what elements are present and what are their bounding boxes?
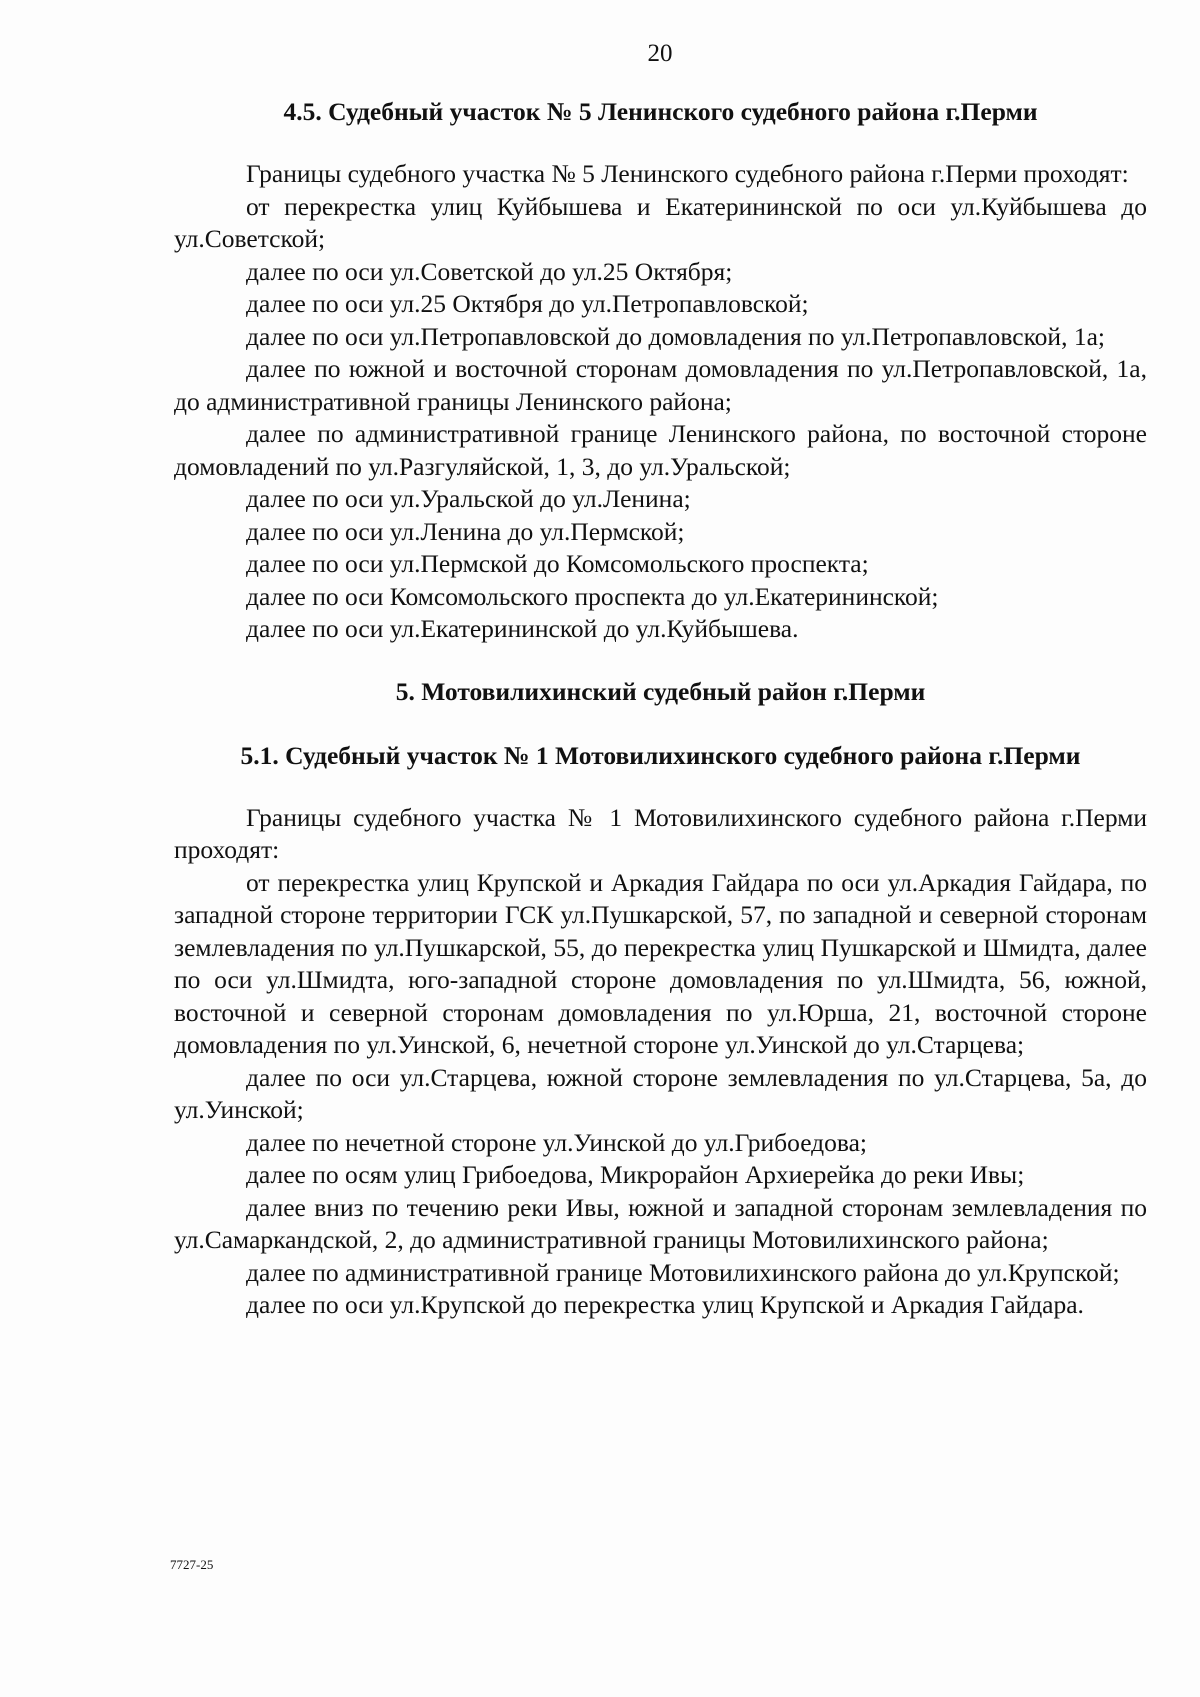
paragraph: Границы судебного участка № 1 Мотовилихинского судебного района г.Перми проходят: <box>174 802 1147 864</box>
paragraph: от перекрестка улиц Крупской и Аркадия Гайдара по оси ул.Аркадия Гайдара, по западной стороне территории ГСК ул.Пушкарской, 57, по западной и северной сторонам землевладения по ул.Пушкарской, 55, до перекрестка улиц Пушкарской и Шмидта, далее по оси ул.Шмидта, юго-западной стороне домовладения по ул.Шмидта, 56, южной, восточной и северной сторонам домовладения по ул.Юрша, 21, восточной стороне домовладения по ул.Уинской, 6, нечетной стороне ул.Уинской до ул.Старцева; <box>174 867 1147 1059</box>
paragraph: далее по оси ул.25 Октября до ул.Петропавловской; <box>246 289 809 318</box>
paragraph: далее по оси ул.Советской до ул.25 Октября; <box>246 256 733 286</box>
page-number: 20 <box>647 40 673 67</box>
paragraph: далее по оси ул.Ленина до ул.Пермской; <box>246 516 685 546</box>
paragraph: далее по нечетной стороне ул.Уинской до ул.Грибоедова; <box>246 1127 868 1157</box>
paragraph: далее по южной и восточной сторонам домовладения по ул.Петропавловской, 1а, до административной границы Ленинского района; <box>174 354 1147 416</box>
paragraph: далее по оси ул.Уральской до ул.Ленина; <box>246 484 691 513</box>
paragraph: Границы судебного участка № 5 Ленинского судебного района г.Перми проходят: <box>246 159 1129 188</box>
paragraph: далее по осям улиц Грибоедова, Микрорайон Архиерейка до реки Ивы; <box>246 1160 1025 1189</box>
section-5-1-title: 5.1. Судебный участок № 1 Мотовилихинского судебного района г.Перми <box>240 740 1081 770</box>
paragraph: далее по оси Комсомольского проспекта до ул.Екатерининской; <box>246 581 939 611</box>
paragraph: далее вниз по течению реки Ивы, южной и западной сторонам землевладения по ул.Самаркандской, 2, до административной границы Мотовилихинского района; <box>174 1192 1147 1254</box>
paragraph: далее по административной границе Ленинского района, по восточной стороне домовладений по ул.Разгуляйской, 1, 3, до ул.Уральской; <box>174 419 1147 481</box>
paragraph: далее по административной границе Мотовилихинского района до ул.Крупской; <box>246 1257 1120 1287</box>
paragraph: далее по оси ул.Петропавловской до домовладения по ул.Петропавловской, 1а; <box>246 321 1105 351</box>
paragraph: далее по оси ул.Пермской до Комсомольского проспекта; <box>246 549 869 578</box>
section-5-title: 5. Мотовилихинский судебный район г.Перми <box>395 676 926 706</box>
paragraph: далее по оси ул.Крупской до перекрестка улиц Крупской и Аркадия Гайдара. <box>246 1290 1084 1319</box>
document-body <box>174 96 1147 1322</box>
paragraph: от перекрестка улиц Куйбышева и Екатерининской по оси ул.Куйбышева до ул.Советской; <box>174 191 1147 253</box>
document-code: 7727-25 <box>170 1557 214 1572</box>
paragraph: далее по оси ул.Старцева, южной стороне землевладения по ул.Старцева, 5а, до ул.Уинской; <box>174 1062 1147 1124</box>
section-4-5-title: 4.5. Судебный участок № 5 Ленинского судебного района г.Перми <box>283 97 1038 126</box>
paragraph: далее по оси ул.Екатерининской до ул.Куйбышева. <box>246 614 799 643</box>
